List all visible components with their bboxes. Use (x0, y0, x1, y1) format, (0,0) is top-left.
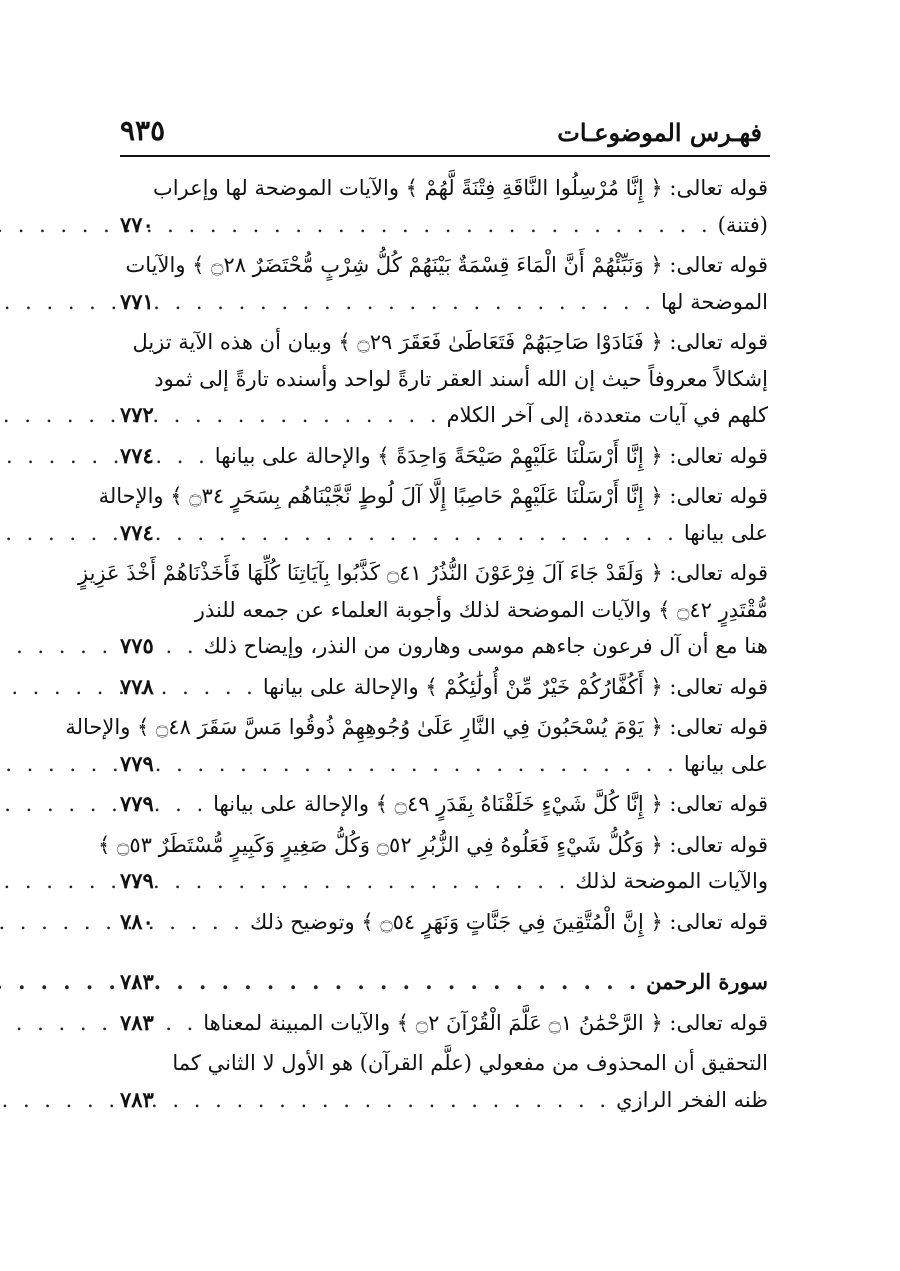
dot-leader (0, 284, 655, 321)
toc-entry (120, 669, 768, 706)
toc-entry-text: (فتنة) (717, 212, 768, 237)
toc-page-number: ٧٧٠ (120, 211, 154, 237)
toc-entry-line (78, 555, 768, 592)
dot-leader (0, 207, 712, 244)
toc-entry-line (154, 361, 768, 398)
toc-entry-line (152, 170, 768, 207)
toc-page-number: ٧٧٥ (120, 633, 154, 658)
dot-leader (0, 746, 678, 783)
dot-leader (0, 964, 640, 1001)
toc-entry-text: التحقيق أن المحذوف من مفعولي (علَّم القرآن) هو الأول لا الثاني كما (172, 1051, 768, 1075)
toc-entry (120, 438, 768, 475)
toc-entry (98, 478, 768, 551)
toc-entry-text: كلهم في آيات متعددة، إلى آخر الكلام (446, 403, 768, 427)
toc-page-number: ٧٧٩ (120, 791, 154, 816)
toc-entry-line (180, 1082, 768, 1119)
toc-entry (65, 709, 768, 782)
toc-entry-line (180, 628, 768, 665)
dot-leader (0, 397, 441, 434)
toc-entry-text: على بيانها (683, 520, 768, 545)
toc-entry-line (65, 709, 768, 746)
toc-entry-line (180, 515, 768, 552)
toc-entry-line (180, 438, 768, 475)
toc-entry-line (180, 863, 768, 900)
toc-entry (98, 827, 768, 900)
toc-entry-text: قوله تعالى: ﴿ الرَّحْمَٰنُ ۝١ عَلَّمَ الْقُرْآنَ ۝٢ ﴾ والآيات المبينة لمعناها (203, 1010, 768, 1035)
toc-entry-text: قوله تعالى: ﴿ وَلَقَدْ جَاءَ آلَ فِرْعَوْنَ النُّذُرُ ۝٤١ كَذَّبُوا بِآيَاتِنَا كُلِّهَا فَأَخَذْنَاهُمْ أَخْذَ عَزِيزٍ (78, 561, 768, 585)
toc-entry (120, 247, 768, 320)
page-header (120, 112, 762, 152)
toc-entry-text: الموضحة لها (660, 289, 768, 314)
toc-entry-text: سورة الرحمن (646, 969, 768, 994)
toc-entry-text: قوله تعالى: ﴿ وَكُلُّ شَيْءٍ فَعَلُوهُ فِي الزُّبُرِ ۝٥٢ وَكُلُّ صَغِيرٍ وَكَبِيرٍ مُّسْتَطَرٌ ۝٥٣ ﴾ (98, 832, 768, 857)
page-number: ٩٣٥ (120, 114, 166, 147)
toc-entry (120, 324, 768, 434)
toc-entry-text: هنا مع أن آل فرعون جاءهم موسى وهارون من النذر، وإيضاح ذلك (203, 634, 768, 658)
toc-entry-line (98, 478, 768, 515)
toc-entry-line (132, 324, 768, 361)
toc-page-number: ٧٨٣ (120, 1086, 154, 1112)
toc-entry-line (180, 964, 768, 1001)
dot-leader (0, 628, 198, 665)
toc-page-number: ٧٧٨ (120, 673, 154, 699)
dot-leader (0, 438, 209, 475)
page-title: فهـرس الموضوعـات (557, 118, 762, 147)
toc-page-number: ٧٧٢ (120, 402, 154, 427)
toc-entry (120, 1005, 768, 1042)
dot-leader (0, 786, 207, 823)
toc-entry-text: ظنه الفخر الرازي (616, 1087, 768, 1112)
toc-entry-line (180, 1005, 768, 1042)
dot-leader (0, 1005, 197, 1042)
toc-page-number: ٧٨٣ (120, 1009, 154, 1035)
toc-entry-line (125, 247, 768, 284)
toc-page-number: ٧٨٣ (120, 969, 154, 994)
toc-entry (120, 1045, 768, 1118)
toc-entry (120, 786, 768, 823)
toc-entry-line (180, 904, 768, 941)
toc-entry-line (180, 592, 768, 629)
toc-entry-line (180, 669, 768, 706)
dot-leader (0, 1082, 610, 1119)
toc-page-number: ٧٧٤ (120, 519, 154, 545)
header-rule (120, 155, 770, 157)
toc-entry-text: قوله تعالى: ﴿ إِنَّا أَرْسَلْنَا عَلَيْهِمْ حَاصِبًا إِلَّا آلَ لُوطٍ نَّجَّيْنَاهُم بِسَحَرٍ ۝٣٤ ﴾ والإحالة (98, 484, 768, 508)
toc-entry-text: قوله تعالى: ﴿ إِنَّا أَرْسَلْنَا عَلَيْهِمْ صَيْحَةً وَاحِدَةً ﴾ والإحالة على بيانها (214, 443, 768, 468)
toc-entry-line (180, 746, 768, 783)
toc-entry-text: قوله تعالى: ﴿ إِنَّا كُلَّ شَيْءٍ خَلَقْنَاهُ بِقَدَرٍ ۝٤٩ ﴾ والإحالة على بيانها (213, 792, 768, 816)
toc-page-number: ٧٧٩ (120, 868, 154, 893)
toc-entry-text: إشكالاً معروفاً حيث إن الله أسند العقر تارةً لواحد وأسنده تارةً إلى ثمود (154, 366, 768, 391)
toc-entry (120, 964, 768, 1001)
toc-entry (120, 170, 768, 243)
toc-page-number: ٧٧٤ (120, 442, 154, 468)
toc-page-number: ٧٧٩ (120, 750, 154, 776)
toc-entry (78, 555, 768, 665)
toc-entry-text: قوله تعالى: ﴿ يَوْمَ يُسْحَبُونَ فِي النَّارِ عَلَىٰ وُجُوهِهِمْ ذُوقُوا مَسَّ سَقَرَ ۝٤٨ ﴾ والإحالة (65, 715, 768, 739)
toc-entry-text: قوله تعالى: ﴿ إِنَّ الْمُتَّقِينَ فِي جَنَّاتٍ وَنَهَرٍ ۝٥٤ ﴾ وتوضيح ذلك (249, 909, 768, 934)
toc-entry-text: قوله تعالى: ﴿ فَنَادَوْا صَاحِبَهُمْ فَتَعَاطَىٰ فَعَقَرَ ۝٢٩ ﴾ وبيان أن هذه الآية تزيل (132, 330, 768, 354)
toc-entry-text: قوله تعالى: ﴿ إِنَّا مُرْسِلُوا النَّاقَةِ فِتْنَةً لَّهُمْ ﴾ والآيات الموضحة لها وإعراب (152, 176, 768, 200)
toc-list (65, 170, 768, 1122)
toc-entry-line (180, 207, 768, 244)
toc-page-number: ٧٨٠ (120, 908, 154, 934)
dot-leader (0, 863, 569, 900)
toc-entry-line (180, 786, 768, 823)
toc-entry-line (180, 284, 768, 321)
dot-leader (0, 515, 678, 552)
toc-page-number: ٧٧١ (120, 288, 154, 314)
toc-entry-text: على بيانها (683, 751, 768, 776)
toc-entry-text: قوله تعالى: ﴿ وَنَبِّئْهُمْ أَنَّ الْمَاءَ قِسْمَةٌ بَيْنَهُمْ كُلُّ شِرْبٍ مُّحْتَضَرٌ ۝٢٨ ﴾ والآيات (125, 253, 768, 277)
toc-entry (120, 904, 768, 941)
toc-entry-text: مُّقْتَدِرٍ ۝٤٢ ﴾ والآيات الموضحة لذلك وأجوبة العلماء عن جمعه للنذر (194, 597, 768, 622)
toc-entry-text: قوله تعالى: ﴿ أَكُفَّارُكُمْ خَيْرٌ مِّنْ أُولَٰئِكُمْ ﴾ والإحالة على بيانها (262, 674, 768, 699)
toc-entry-line (98, 827, 768, 864)
toc-entry-text: والآيات الموضحة لذلك (575, 869, 768, 893)
toc-entry-line (180, 397, 768, 434)
toc-entry-line (172, 1045, 768, 1082)
